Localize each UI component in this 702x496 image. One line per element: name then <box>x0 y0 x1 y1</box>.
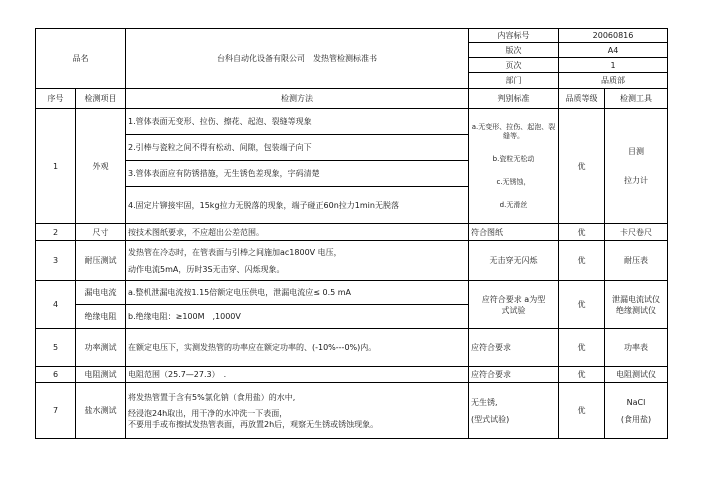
table-row <box>36 281 668 305</box>
row-tool <box>605 109 668 224</box>
criteria-line: a.无变形、拉伤、起泡、裂缝等。 <box>471 122 556 140</box>
method-line: 经浸泡24h取出，用干净的水冲洗一下表面， <box>128 408 288 418</box>
row-no: 3 <box>36 241 76 281</box>
method-line: 发热管在冷态时，在管表面与引棒之间施加ac1800V 电压， <box>128 247 342 257</box>
table-row <box>36 241 668 281</box>
meta-value-page: 1 <box>559 58 668 73</box>
row-item: 功率测试 <box>76 329 126 367</box>
row-method-line: a.整机泄漏电流按1.15倍额定电压供电，泄漏电流应≤ 0.5 mA <box>126 281 469 305</box>
column-header-row <box>36 89 668 109</box>
row-tool: 耐压表 <box>605 241 668 281</box>
row-no: 1 <box>36 109 76 224</box>
row-grade: 优 <box>559 281 605 329</box>
row-grade: 优 <box>559 383 605 439</box>
row-tool: 卡尺卷尺 <box>605 224 668 241</box>
row-method-line: 1.管体表面无变形、拉伤、擦花、起泡、裂缝等现象 <box>126 109 469 135</box>
criteria-line: b.瓷粒无松动 <box>492 154 535 163</box>
row-criteria: 无击穿无闪烁 <box>469 241 559 281</box>
criteria-line: d.无滑丝 <box>499 200 528 209</box>
meta-value-department: 品质部 <box>559 73 668 89</box>
row-tool: 功率表 <box>605 329 668 367</box>
row-item: 尺寸 <box>76 224 126 241</box>
row-grade: 优 <box>559 224 605 241</box>
row-no: 7 <box>36 383 76 439</box>
row-criteria: 符合图纸 <box>469 224 559 241</box>
row-criteria <box>469 109 559 224</box>
row-item: 盐水测试 <box>76 383 126 439</box>
column-header-method: 检测方法 <box>126 89 469 109</box>
table-row <box>36 329 668 367</box>
row-tool <box>605 383 668 439</box>
meta-value-version: A4 <box>559 43 668 58</box>
row-grade: 优 <box>559 109 605 224</box>
row-method-line: 4.固定片铆接牢固，15kg拉力无脱落的现象，端子碰正60n拉力1min无脱落 <box>126 187 469 224</box>
meta-value-code: 20060816 <box>559 29 668 43</box>
column-header-no: 序号 <box>36 89 76 109</box>
row-grade: 优 <box>559 367 605 383</box>
row-method: 电阻范围（25.7—27.3） . <box>126 367 469 383</box>
row-item: 电阻测试 <box>76 367 126 383</box>
tool-line: 目测 <box>628 147 644 156</box>
tool-line: 绝缘测试仪 <box>616 305 656 315</box>
criteria-line: 应符合要求 a为型 <box>481 294 546 304</box>
row-method <box>126 241 469 281</box>
row-method: 按技术图纸要求，不应超出公差范围。 <box>126 224 469 241</box>
meta-label-department: 部门 <box>469 73 559 89</box>
row-criteria <box>469 383 559 439</box>
method-line: 动作电流5mA，历时3S无击穿、闪烁现象。 <box>128 264 285 274</box>
column-header-item: 检测项目 <box>76 89 126 109</box>
row-criteria: 应符合要求 <box>469 329 559 367</box>
meta-label-code: 内容标号 <box>469 29 559 43</box>
column-header-criteria: 判别标准 <box>469 89 559 109</box>
table-row <box>36 109 668 135</box>
table-row <box>36 367 668 383</box>
method-line: 不要用手或布擦拭发热管表面，再放置2h后，观察无生锈或锈蚀现象。 <box>128 419 379 429</box>
criteria-line: c.无锈蚀， <box>496 177 531 186</box>
criteria-line: 无生锈, <box>471 397 498 407</box>
column-header-grade: 品质等级 <box>559 89 605 109</box>
row-tool <box>605 281 668 329</box>
document-title: 台科自动化设备有限公司 发热管检测标准书 <box>126 29 469 89</box>
row-method-line: 3.管体表面应有防锈措施，无生锈色差现象，字码清楚 <box>126 161 469 187</box>
row-no: 5 <box>36 329 76 367</box>
column-header-tool: 检测工具 <box>605 89 668 109</box>
row-no: 2 <box>36 224 76 241</box>
criteria-line: (型式试验) <box>471 414 510 424</box>
row-grade: 优 <box>559 329 605 367</box>
row-grade: 优 <box>559 241 605 281</box>
row-item: 耐压测试 <box>76 241 126 281</box>
row-tool: 电阻测试仪 <box>605 367 668 383</box>
meta-label-page: 页次 <box>469 58 559 73</box>
row-method: 在额定电压下，实测发热管的功率应在额定功率的、(-10%---0%)内。 <box>126 329 469 367</box>
product-name-label: 品名 <box>36 29 126 89</box>
table-row <box>36 383 668 439</box>
inspection-standard-table <box>35 28 668 439</box>
table-row <box>36 224 668 241</box>
tool-line: 拉力计 <box>624 176 648 185</box>
tool-line: NaCl <box>626 397 646 407</box>
row-criteria: 应符合要求 <box>469 367 559 383</box>
row-item: 漏电电流 <box>76 281 126 305</box>
row-criteria <box>469 281 559 329</box>
criteria-line: 式试验 <box>501 305 526 315</box>
row-method-line: 2.引棒与瓷粒之间不得有松动、间隙，包装端子向下 <box>126 135 469 161</box>
row-no: 4 <box>36 281 76 329</box>
meta-label-version: 版次 <box>469 43 559 58</box>
tool-line: (食用盐) <box>620 414 652 424</box>
row-method <box>126 383 469 439</box>
tool-line: 泄漏电流试仪 <box>612 294 660 304</box>
row-item: 外观 <box>76 109 126 224</box>
row-method-line: b.绝缘电阻：≥100M ,1000V <box>126 305 469 329</box>
method-line: 将发热管置于含有5%氯化钠（食用盐）的水中, <box>128 392 296 402</box>
row-item: 绝缘电阻 <box>76 305 126 329</box>
row-no: 6 <box>36 367 76 383</box>
